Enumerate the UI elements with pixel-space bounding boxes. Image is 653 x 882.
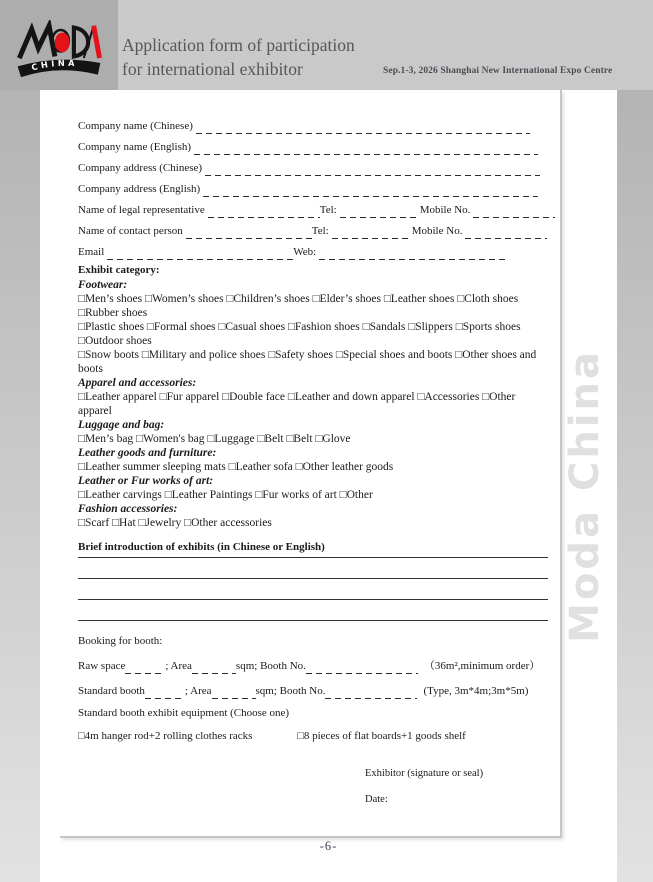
application-form-sheet xyxy=(60,90,562,838)
checkbox-option[interactable]: □Double face xyxy=(222,391,285,403)
standard-booth-no-label: sqm; Booth No. xyxy=(255,685,326,697)
tel-label: Tel: xyxy=(311,225,329,237)
company-name-english-label: Company name (English) xyxy=(78,141,192,153)
checkbox-option[interactable]: □Formal shoes xyxy=(146,321,216,333)
tel-label: Tel: xyxy=(319,204,337,216)
checkbox-option[interactable]: □Hat xyxy=(112,517,136,529)
raw-space-input[interactable] xyxy=(125,661,165,674)
svg-text:CHINA: CHINA xyxy=(30,57,79,73)
checkbox-option[interactable]: □Women’s shoes xyxy=(145,293,224,305)
legal-representative-tel-input[interactable] xyxy=(340,205,420,218)
checkbox-option[interactable]: □8 pieces of flat boards+1 goods shelf xyxy=(297,730,466,742)
standard-booth-label: Standard booth xyxy=(78,685,145,697)
checkbox-option[interactable]: □4m hanger rod+2 rolling clothes racks xyxy=(78,730,253,742)
web-label: Web: xyxy=(293,246,317,258)
company-address-english-label: Company address (English) xyxy=(78,183,201,195)
checkbox-option[interactable]: □Luggage xyxy=(207,433,255,445)
row-company-address-english xyxy=(78,175,548,196)
checkbox-option[interactable]: □Leather shoes xyxy=(383,293,455,305)
footwear-options-line3 xyxy=(78,348,548,376)
checkbox-option[interactable]: □Leather and down apparel xyxy=(287,391,415,403)
standard-booth-input[interactable] xyxy=(145,686,185,699)
checkbox-option[interactable]: □Fur apparel xyxy=(159,391,220,403)
standard-booth-note: (Type, 3m*4m;3m*5m) xyxy=(423,685,529,697)
raw-booth-no-label: sqm; Booth No. xyxy=(235,660,306,672)
mobile-label: Mobile No. xyxy=(419,204,471,216)
page-number: -6- xyxy=(319,839,338,853)
watermark-wrap xyxy=(554,348,616,643)
apparel-group-title: Apparel and accessories: xyxy=(78,377,197,389)
row-legal-representative xyxy=(78,196,548,217)
raw-booth-no-input[interactable] xyxy=(306,661,418,674)
checkbox-option[interactable]: □Jewelry xyxy=(138,517,182,529)
checkbox-option[interactable]: □Casual shoes xyxy=(218,321,286,333)
footwear-options-line1 xyxy=(78,292,548,320)
page-title-line1: Application form of participation xyxy=(122,35,355,55)
checkbox-option[interactable]: □Leather sofa xyxy=(228,461,293,473)
row-email-web xyxy=(78,238,548,259)
raw-area-label: ; Area xyxy=(165,660,192,672)
checkbox-option[interactable]: □Elder’s shoes xyxy=(312,293,381,305)
brief-writing-line[interactable] xyxy=(78,557,548,558)
luggage-options xyxy=(78,432,548,446)
checkbox-option[interactable]: □Fashion shoes xyxy=(287,321,360,333)
date-label: Date: xyxy=(365,794,388,805)
page-title xyxy=(122,33,355,81)
checkbox-option[interactable]: □Fur works of art xyxy=(255,489,337,501)
brief-writing-line[interactable] xyxy=(78,620,548,621)
checkbox-option[interactable]: □Other apparel xyxy=(78,391,516,417)
brief-writing-line[interactable] xyxy=(78,599,548,600)
row-company-address-chinese xyxy=(78,154,548,175)
standard-area-input[interactable] xyxy=(212,686,256,699)
checkbox-option[interactable]: □Other accessories xyxy=(184,517,272,529)
company-name-english-input[interactable] xyxy=(194,142,538,155)
footwear-options-line2 xyxy=(78,320,548,348)
raw-area-input[interactable] xyxy=(192,661,236,674)
checkbox-option[interactable]: □Scarf xyxy=(78,517,110,529)
checkbox-option[interactable]: □Snow boots xyxy=(78,349,139,361)
checkbox-option[interactable]: □Leather summer sleeping mats xyxy=(78,461,226,473)
row-company-name-english xyxy=(78,133,548,154)
checkbox-option[interactable]: □Children’s shoes xyxy=(226,293,310,305)
checkbox-option[interactable]: □Women's bag xyxy=(136,433,205,445)
row-company-name-chinese xyxy=(78,112,548,133)
company-name-chinese-input[interactable] xyxy=(196,121,530,134)
checkbox-option[interactable]: □Men’s shoes xyxy=(78,293,143,305)
legal-representative-label: Name of legal representative xyxy=(78,204,205,216)
fashion-accessories-group-title: Fashion accessories: xyxy=(78,503,178,515)
equipment-options xyxy=(78,729,548,743)
raw-space-note: （36m²,minimum order） xyxy=(423,660,541,672)
contact-person-input[interactable] xyxy=(186,226,312,239)
brief-writing-line[interactable] xyxy=(78,578,548,579)
checkbox-option[interactable]: □Slippers xyxy=(408,321,453,333)
fashion-accessories-options xyxy=(78,516,548,530)
document-container xyxy=(40,90,617,882)
equipment-heading: Standard booth exhibit equipment (Choose one) xyxy=(78,707,290,719)
checkbox-option[interactable]: □Leather carvings xyxy=(78,489,162,501)
checkbox-option[interactable]: □Safety shoes xyxy=(268,349,333,361)
mobile-label: Mobile No. xyxy=(411,225,463,237)
leather-goods-group-title: Leather goods and furniture: xyxy=(78,447,217,459)
checkbox-option[interactable]: □Accessories xyxy=(417,391,480,403)
standard-area-label: ; Area xyxy=(184,685,212,697)
row-contact-person xyxy=(78,217,548,238)
exhibit-category-heading: Exhibit category: xyxy=(78,264,160,276)
checkbox-option[interactable]: □Sandals xyxy=(362,321,406,333)
booking-heading: Booking for booth: xyxy=(78,635,163,647)
web-input[interactable] xyxy=(319,247,507,260)
row-raw-space xyxy=(78,657,548,673)
checkbox-option[interactable]: □Glove xyxy=(315,433,351,445)
checkbox-option[interactable]: □Sports shoes xyxy=(455,321,521,333)
checkbox-option[interactable]: □Leather Paintings xyxy=(164,489,253,501)
apparel-options xyxy=(78,390,548,418)
company-address-english-input[interactable] xyxy=(203,184,538,197)
company-address-chinese-label: Company address (Chinese) xyxy=(78,162,203,174)
checkbox-option[interactable]: □Outdoor shoes xyxy=(78,335,152,347)
footwear-group-title: Footwear: xyxy=(78,279,128,291)
works-of-art-options xyxy=(78,488,548,502)
works-of-art-group-title: Leather or Fur works of art: xyxy=(78,475,214,487)
email-input[interactable] xyxy=(107,247,293,260)
contact-person-label: Name of contact person xyxy=(78,225,183,237)
signature-block xyxy=(365,767,548,806)
luggage-group-title: Luggage and bag: xyxy=(78,419,165,431)
legal-representative-mobile-input[interactable] xyxy=(473,205,555,218)
event-info: Sep.1-3, 2026 Shanghai New International Expo Centre xyxy=(383,66,613,76)
company-name-chinese-label: Company name (Chinese) xyxy=(78,120,193,132)
raw-space-label: Raw space xyxy=(78,660,126,672)
leather-goods-options xyxy=(78,460,548,474)
checkbox-option[interactable]: □Plastic shoes xyxy=(78,321,145,333)
email-label: Email xyxy=(78,246,105,258)
contact-person-mobile-input[interactable] xyxy=(465,226,547,239)
legal-representative-input[interactable] xyxy=(208,205,320,218)
checkbox-option[interactable]: □Other shoes and boots xyxy=(78,349,537,375)
checkbox-option[interactable]: □Men’s bag xyxy=(78,433,134,445)
brief-introduction-heading: Brief introduction of exhibits (in Chinese or English) xyxy=(78,541,325,553)
logo-box xyxy=(0,0,118,90)
company-address-chinese-input[interactable] xyxy=(205,163,540,176)
checkbox-option[interactable]: □Other xyxy=(339,489,373,501)
checkbox-option[interactable]: □Other leather goods xyxy=(295,461,394,473)
row-standard-booth xyxy=(78,682,548,698)
checkbox-option[interactable]: □Special shoes and boots xyxy=(335,349,453,361)
moda-china-watermark: Moda China xyxy=(562,348,608,643)
checkbox-option[interactable]: □Leather apparel xyxy=(78,391,157,403)
moda-china-logo-icon xyxy=(16,20,102,78)
standard-booth-no-input[interactable] xyxy=(325,686,417,699)
contact-person-tel-input[interactable] xyxy=(332,226,412,239)
checkbox-option[interactable]: □Cloth shoes xyxy=(457,293,519,305)
exhibitor-signature-label: Exhibitor (signature or seal) xyxy=(365,768,484,779)
checkbox-option[interactable]: □Belt xyxy=(257,433,284,445)
checkbox-option[interactable]: □Belt xyxy=(286,433,313,445)
checkbox-option[interactable]: □Military and police shoes xyxy=(141,349,266,361)
page-title-line2: for international exhibitor xyxy=(122,59,303,79)
checkbox-option[interactable]: □Rubber shoes xyxy=(78,307,148,319)
